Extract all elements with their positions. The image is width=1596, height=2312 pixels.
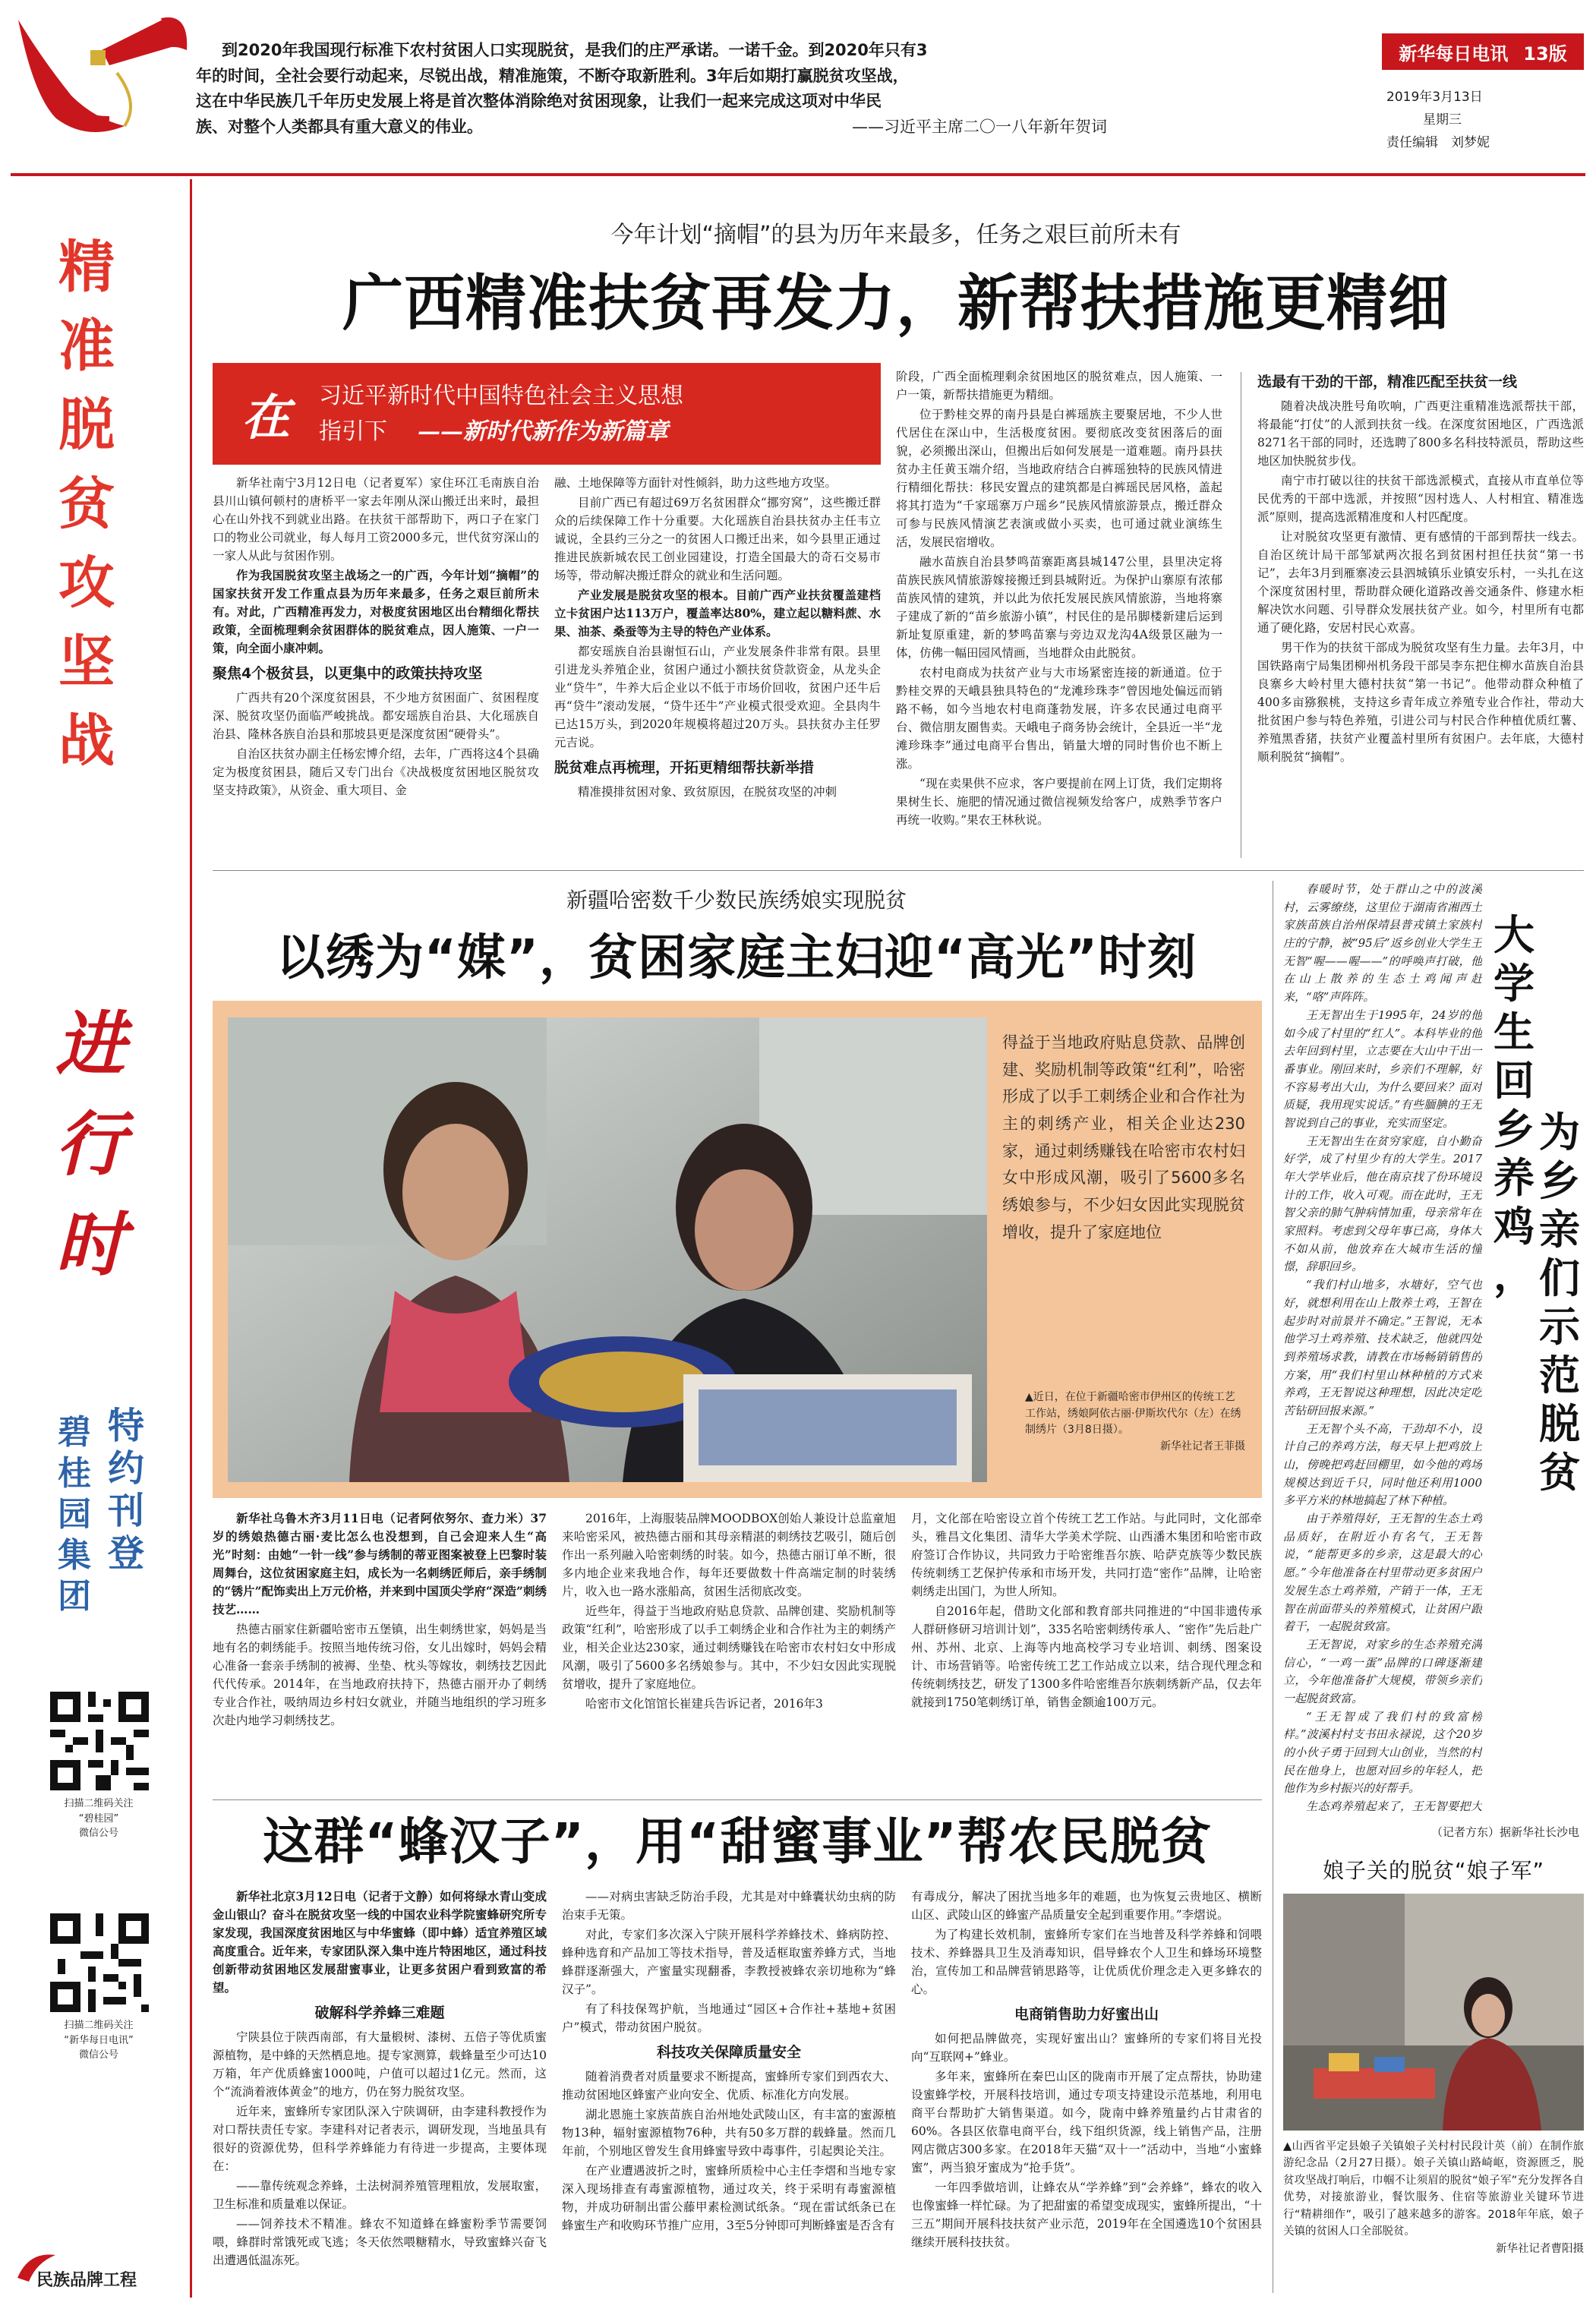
- paragraph: 自2016年起，借助文化部和教育部共同推进的“中国非遗传承人群研修研习培训计划”，335名哈密刺绣传承人、“密作”先后赴广州、苏州、北京、上海等内地高校学习专业培训、刺绣、图案设计、市场营销等。哈密传统工艺工作站成立以来，结合现代理念和传统刺绣技艺，研发了1300多件哈密维吾尔族刺绣新产品，仅去年就接到1750笔刺绣订单，销售金额逾100万元。: [911, 1604, 1262, 1710]
- sponsor-char: 团: [58, 1577, 91, 1616]
- subheading: 聚焦4个极贫县，以更集中的政策扶持攻坚: [213, 665, 483, 683]
- page-meta: [1386, 87, 1584, 154]
- paper-name-box: [1382, 33, 1584, 70]
- qr-code-xinhua: [50, 1913, 149, 2012]
- paragraph: 产业发展是脱贫攻坚的根本。目前广西产业扶贫覆盖建档立卡贫困户达113万户，覆盖率达80%，建立起以糖料蔗、水果、油茶、桑蚕等为主导的特色产业体系。: [554, 588, 881, 639]
- issue-weekday: 星期三: [1423, 112, 1462, 128]
- subheading: 选最有干劲的干部，精准匹配至扶贫一线: [1257, 374, 1518, 390]
- paragraph: 湖北恩施土家族苗族自治州地处武陵山区，有丰富的蜜源植物13种，辐射蜜源植物76种，共有50多万群的载蜂量。然而几年前，个别地区曾发生食用蜂蜜导致中毒事件，引起舆论关注。: [562, 2107, 896, 2158]
- article3-column-2: [562, 1888, 896, 2298]
- paragraph: 多年来，蜜蜂所在秦巴山区的陇南市开展了定点帮扶，协助建设蜜蜂学校，开展科技培训，通过专项支持建设示范基地，利用电商平台帮助扩大销售渠道。如今，陇南中蜂养殖量约占甘肃省的60%。各县区依靠电商平台，线下组织货源，线上销售产品，注册网店微店300多家。在2018年天猫“双十一”活动中，当地“小蜜蜂蜜”，两当狼牙蜜成为“抢手货”。: [911, 2069, 1262, 2175]
- paragraph: 目前广西已有超过69万名贫困群众“挪穷窝”，这些搬迁群众的后续保障工作十分重要。大化瑶族自治县扶贫办主任韦立诚说，全县约三分之一的贫困人口搬迁出来，如今县里正通过推进民族新城农民工创业园建设，打造全国最大的奇石交易市场等，带动解决搬迁群众的就业和生活问题。: [554, 496, 881, 583]
- title-char: 鸡: [1493, 1203, 1534, 1251]
- quote-line-1: 到2020年我国现行标准下农村贫困人口实现脱贫，是我们的庄严承诺。一诺千金。到2020年只有3: [222, 41, 928, 59]
- qr-label-line: 扫描二维码关注: [64, 1798, 134, 1809]
- paragraph: “我们村山地多，水塘好，空气也好，就想利用在山上散养土鸡，王智在起步时对前景并不确定。”王智说，无本他学习土鸡养殖、技术缺乏，他就四处到养殖场求教，请教在市场畅销销售的方案，用“我们村里山林种植的方式来养鸡，王无智说这种理想，因此决定吃苦钻研回报来源。”: [1283, 1278, 1482, 1418]
- qr-label-line: 扫描二维码关注: [64, 2020, 134, 2031]
- sidebar-rule: [190, 179, 192, 2298]
- title-char: 学: [1493, 960, 1534, 1008]
- title-char: 大: [1493, 911, 1534, 959]
- title-char: 们: [1539, 1254, 1580, 1302]
- article2-column-1: [213, 1509, 547, 1792]
- sponsor-char: 碧: [58, 1413, 91, 1452]
- paragraph: 位于黔桂交界的南丹县是白裤瑶族主要聚居地，不少人世代居住在深山中，生活极度贫困。要彻底改变贫困落后的面貌，必须搬出深山，但搬出后如何发展是一道难题。南丹县扶贫办主任黄玉端介绍，当地政府结合白裤瑶独特的民族风情进行精细化帮扶：移民安置点的建筑都是白裤瑶民居风格，盖起将其打造为“千家瑶寨万户瑶乡”民族风情旅游景点，搬迁群众可参与民族风情演艺表演或做小买卖，也可通过就业演练生活，发展民宿增收。: [896, 408, 1222, 550]
- paragraph: 随着消费者对质量要求不断提高，蜜蜂所专家们到西农大、推动贫困地区蜂蜜产业向安全、优质、标准化方向发展。: [562, 2069, 896, 2102]
- jinxing-vertical-title: [33, 995, 147, 1295]
- quote-line-2: 年的时间，全社会要行动起来，尽锐出战，精准施策，不断夺取新胜利。3年后如期打赢脱贫攻坚战，: [196, 66, 909, 85]
- trumpet-logo: [11, 5, 193, 156]
- qr-label-line: “碧桂园”: [78, 1812, 119, 1825]
- qr-label-line: 微信公号: [78, 2049, 118, 2061]
- sponsor-block: [53, 1405, 175, 1655]
- paragraph: 王无智说，对家乡的生态养殖充满信心，“一鸡一蛋”品牌的口碑逐渐建立，今年他准备扩大规模，带领乡亲们一起脱贫致富。: [1283, 1637, 1482, 1705]
- paragraph: 新华社北京3月12日电（记者于文静）如何将绿水青山变成金山银山？奋斗在脱贫攻坚一线的中国农业科学院蜜蜂研究所专家发现，我国深度贫困地区与中华蜜蜂（即中蜂）适宜养殖区域高度重合。近年来，专家团队深入集中连片特困地区，通过科技创新带动贫困地区发展甜蜜事业，让更多贫困户看到致富的希望。: [213, 1889, 547, 1995]
- sponsor-char: 约: [107, 1447, 144, 1490]
- jinxing-char: 时: [55, 1204, 125, 1285]
- paragraph: ——靠传统观念养蜂，土法树洞养殖管理粗放，发展取蜜，卫生标准和质量难以保证。: [213, 2178, 547, 2211]
- qr-label-line: “新华每日电讯”: [64, 2034, 134, 2046]
- topic-vertical-title: [33, 228, 140, 781]
- jinxing-char: 行: [55, 1104, 125, 1185]
- topic-char: 攻: [58, 550, 115, 616]
- editor-credit: 责任编辑 刘梦妮: [1386, 134, 1490, 150]
- paragraph: 近些年，得益于当地政府贴息贷款、品牌创建、奖励机制等政策“红利”，哈密形成了以手工刺绣企业和合作社为主的刺绣产业，相关企业达230家，通过刺绣赚钱在哈密市农村妇女中形成风潮，吸引了5600多名绣娘参与。其中，不少妇女因此实现脱贫增收，提升了家庭地位。: [562, 1604, 896, 1692]
- paragraph: 2016年，上海服装品牌MOODBOX创始人兼设计总监童旭来哈密采风，被热德古丽和其母亲精湛的刺绣技艺吸引，随后创作出一系列融入哈密刺绣的时装。如今，热德古丽订单不断，很多内地企业来我地合作，每年还要做数十件高端定制的时装绣片，收入也一路水涨船高，贫困生活彻底改变。: [562, 1512, 896, 1599]
- paragraph: 热德古丽家住新疆哈密市五堡镇，出生刺绣世家，妈妈是当地有名的刺绣能手。按照当地传统习俗，女儿出嫁时，妈妈会精心准备一套亲手绣制的被褥、坐垫、枕头等嫁妆，刺绣技艺因此代代传承。2014年，在当地政府扶持下，热德古丽开办了刺绣专业合作社，吸纳周边乡村妇女就业，并随当地组织的学习班多次赴内地学习刺绣技艺。: [213, 1623, 547, 1728]
- sponsor-char: 特: [107, 1405, 144, 1447]
- topic-char: 准: [58, 314, 115, 379]
- jinxing-char: 进: [55, 1004, 125, 1085]
- qr-code-biguiyuan: [50, 1692, 149, 1790]
- photo-caption-text: ▲近日，在位于新疆哈密市伊州区的传统工艺工作站，绣娘阿依古丽·伊斯坎代尔（左）在绣制绣片（3月8日摄）。: [1025, 1391, 1241, 1437]
- title-char: 回: [1493, 1057, 1534, 1105]
- paragraph: 男干作为的扶贫干部成为脱贫攻坚有生力量。去年3月，中国铁路南宁局集团柳州机务段干部吴李东把住柳水苗族自治县良寨乡大岭村里大德村扶贫“第一书记”。他带动群众种植了400多亩猕猴桃，支持这乡青年成立养殖专业合作社，带动大批贫困户参与特色养殖，引进公司与村民合作种植优质红薯、养殖黑香猪，扶贫产业覆盖村里所有贫困户。去年底，大德村顺利脱贫“摘帽”。: [1257, 640, 1584, 764]
- article1-headline: 广西精准扶贫再发力，新帮扶措施更精细: [342, 268, 1449, 339]
- paragraph: 有毒成分，解决了困扰当地多年的难题，也为恢复云贵地区、横断山区、武陵山区的蜂蜜产品质量安全起到重要作用。”李熠说。: [911, 1890, 1262, 1922]
- paragraph: 农村电商成为扶贫产业与大市场紧密连接的新通道。位于黔桂交界的天峨县独具特色的“龙滩珍珠李”曾因地处偏远而销路不畅，如今当地农村电商蓬勃发展，许多农民通过电商平台、微信朋友圈售卖。天峨电子商务协会统计，全县近一半“龙滩珍珠李”通过电商平台售出，销量大增的同时售价也不断上涨。: [896, 666, 1222, 771]
- paragraph: 随着决战决胜号角吹响，广西更注重精准选派帮扶干部，将最能“打仗”的人派到扶贫一线。在深度贫困地区，广西选派8271名干部的同时，还选聘了800多名科技特派员，帮助这些地区加快脱贫步伐。: [1257, 399, 1584, 468]
- photo-caption-text: ▲山西省平定县娘子关镇娘子关村村民段计英（前）在制作旅游纪念品（2月27日摄）。娘子关镇山路崎岖，资源匮乏，脱贫攻坚战打响后，巾帼不让须眉的脱贫“娘子军”充分发挥各自优势，对接旅游业，餐饮服务、住宿等旅游业关键环节进行“精耕细作”，吸引了越来越多的游客。2018年年底，娘子关镇的贫困人口全部脱贫。: [1283, 2140, 1584, 2238]
- paragraph: 王无智出生于1995年，24岁的他如今成了村里的“红人”。本科毕业的他去年回到村里，立志要在大山中干出一番事业。刚回来时，乡亲们不理解，好不容易考出大山，为什么要回来？面对质疑，我用现实说话。”有些腼腆的王无智说到自己的事业，充实而坚定。: [1283, 1008, 1482, 1130]
- paragraph: 南宁市打破以往的扶贫干部选派模式，直接从市直单位等民优秀的干部中选派，并按照“因村选人、人村相宜、精准选派”原则，提高选派精准度和人村匹配度。: [1257, 473, 1584, 524]
- article2-column-3: [911, 1509, 1262, 1792]
- brand-logo-text: 民族品牌工程: [36, 2271, 137, 2290]
- niangziguan-photo: [1283, 1894, 1584, 2131]
- photo-credit: 新华社记者王菲摄: [1160, 1440, 1245, 1453]
- section-rule: [213, 1799, 1262, 1800]
- brand-logo: [14, 2247, 166, 2293]
- paragraph: 春暖时节，处于群山之中的波溪村，云雾缭绕，这里位于湖南省湘西土家族苗族自治州保靖县普戎镇土家族村庄的宁静，被“95后”返乡创业大学生王无智“喔——喔——”的呼唤声打破，他在山上散养的生态土鸡闻声赶来，“咯”声阵阵。: [1283, 882, 1482, 1005]
- banner-slogan: ——新时代新作为新篇章: [418, 418, 668, 445]
- section-rule: [213, 870, 1584, 871]
- quote-source: ——习近平主席二〇一八年新年贺词: [852, 117, 1107, 136]
- paragraph: 融水苗族自治县梦鸣苗寨距离县城147公里，县里决定将苗族民族风情旅游嫁接搬迁到县城附近。为保护山寨原有浓郁苗族风情的建筑，并以此为依托发展民族风情旅游，当地将寨子建成了新的“苗乡旅游小镇”，村民住的是吊脚楼新建后运到新址复原重建，新的梦鸣苗寨与旁边双龙沟4A级景区融为一体，仿佛一幅田园风情画，当地群众由此脱贫。: [896, 555, 1222, 661]
- paragraph: 生态鸡养殖起来了，王无智要把大: [1306, 1799, 1482, 1814]
- article2-kicker: 新疆哈密数千少数民族绣娘实现脱贫: [566, 888, 907, 913]
- title-char: 生: [1493, 1008, 1534, 1056]
- topic-char: 精: [58, 235, 115, 300]
- sponsor-char: 集: [58, 1536, 91, 1575]
- paragraph: 近年来，蜜蜂所专家团队深入宁陕调研，由李建科教授作为对口帮扶责任专家。李建科对记者表示，调研发现，当地虽具有很好的资源优势，但科学养蜂能力有待进一步提高，主要体现在：: [213, 2104, 547, 2173]
- banner-line-1: 习近平新时代中国特色社会主义思想: [319, 382, 683, 409]
- title-char: 乡: [1539, 1157, 1580, 1205]
- paragraph: 新华社南宁3月12日电（记者夏军）家住环江毛南族自治县川山镇何顿村的唐桥平一家去年刚从深山搬迁出来时，最担心在山外找不到就业出路。在扶贫干部帮助下，两口子在家门口的物业公司就业，每人每月工资2000多元，世代贫穷深山的一家人从此与贫困作别。: [213, 476, 539, 563]
- article5-caption: [1283, 2138, 1584, 2257]
- qr-label-biguiyuan: [30, 1796, 167, 1841]
- paragraph: 为了构建长效机制，蜜蜂所专家们在当地普及科学养蜂和饲喂技术、养蜂器具卫生及消毒知识，倡导蜂农个人卫生和蜂场环境整治，宣传加工和品牌营销思路等，让优质优价理念走入更多蜂农的心。: [911, 1928, 1262, 1997]
- paragraph: 对此，专家们多次深入宁陕开展科学养蜂技术、蜂病防控、蜂种选育和产品加工等技术指导，普及适框取蜜养蜂方式，当地蜂群逐渐强大，产蜜量实现翻番，李教授被蜂农亲切地称为“蜂汉子”。: [562, 1928, 896, 1997]
- paragraph: 王无智出生在贫穷家庭，自小勤奋好学，成了村里少有的大学生。2017年大学毕业后，他在南京找了份环境设计的工作，收入可观。而在此时，王无智父亲的肺气肿病情加重，母亲常年在家照料。考虑到父母年事已高，身体大不如从前，他放弃在大城市生活的憧憬，辞职回乡。: [1283, 1134, 1482, 1274]
- quote-line-3: 这在中华民族几千年历史发展上将是首次整体消除绝对贫困现象，让我们一起来完成这项对中华民: [196, 92, 882, 111]
- issue-date: 2019年3月13日: [1386, 90, 1483, 105]
- paragraph: 月，文化部在哈密设立首个传统工艺工作站。与此同时，文化部牵头，雅昌文化集团、清华大学美术学院、山西潘木集团和哈密市政府签订合作协议，共同致力于哈密维吾尔族、哈萨克族等少数民族传统刺绣工艺保护传承和市场开发，共同打造“密作”品牌，让哈密刺绣走出国门，为世人所知。: [911, 1512, 1262, 1599]
- paper-name: 新华每日电讯: [1399, 43, 1509, 65]
- title-char: 示: [1539, 1303, 1580, 1351]
- banner-line-2: 指引下: [319, 418, 387, 445]
- paragraph: “现在卖果供不应求，客户要提前在网上订货，我们定期将果树生长、施肥的情况通过微信视频发给客户，成熟季节客户再统一收购。”果农王林秋说。: [896, 777, 1222, 828]
- paragraph: 宁陕县位于陕西南部，有大量椴树、漆树、五倍子等优质蜜源植物，是中蜂的天然栖息地。提专家测算，载蜂量至少可达10万箱，年产优质蜂蜜1000吨，户值可以超过1亿元。然而，这个“流淌着液体黄金”的地方，仍在努力脱贫攻坚。: [213, 2030, 547, 2099]
- article1-column-1: [213, 474, 539, 861]
- photo-credit: 新华社记者曹阳摄: [1496, 2242, 1584, 2255]
- article1-kicker: 今年计划“摘帽”的县为历年来最多，任务之艰巨前所未有: [610, 222, 1181, 248]
- topic-char: 战: [58, 708, 115, 774]
- article4-body: [1283, 881, 1482, 1816]
- article3-column-1: [213, 1888, 547, 2298]
- paragraph: 哈密市文化馆馆长崔建兵告诉记者，2016年3: [585, 1697, 823, 1711]
- page-number: 13版: [1523, 43, 1567, 65]
- article1-column-2: [554, 474, 881, 861]
- paragraph: 精准摸排贫困对象、致贫原因，在脱贫攻坚的冲刺: [578, 784, 837, 799]
- topic-char: 坚: [58, 629, 115, 695]
- banner-zai-char: 在: [241, 390, 290, 446]
- title-char: 养: [1493, 1154, 1534, 1202]
- masthead-rule: [11, 173, 1585, 176]
- paragraph: 自治区扶贫办副主任杨宏博介绍，去年，广西将这4个县确定为极度贫困县，随后又专门出台《决战极度贫困地区脱贫攻坚支持政策》，从资金、重大项目、金: [213, 746, 539, 797]
- paragraph: ——饲养技术不精准。蜂农不知道蜂在蜂蜜粉季节需要饲喂，蜂群时常饿死或飞逃；冬天依然喂糖精水，导致蜜蜂兴奋飞出遭遇低温冻死。: [213, 2216, 547, 2267]
- subheading: 脱贫难点再梳理，开拓更精细帮扶新举措: [554, 759, 815, 777]
- title-char: 为: [1539, 1109, 1580, 1156]
- article3-column-3: [911, 1888, 1262, 2298]
- paragraph: 广西共有20个深度贫困县，不少地方贫困面广、贫困程度深、脱贫攻坚仍面临严峻挑战。都安瑶族自治县、大化瑶族自治县、隆林各族自治县和那坡县更是深度贫困“硬骨头”。: [213, 690, 539, 741]
- sponsor-char: 刊: [107, 1490, 144, 1532]
- article1-column-4: [1257, 372, 1584, 866]
- article4-credit: （记者方东）据新华社长沙电: [1430, 1825, 1579, 1839]
- sponsor-char: 登: [107, 1532, 144, 1575]
- subheading: 科技攻关保障质量安全: [656, 2044, 801, 2061]
- paragraph: “王无智成了我们村的致富榜样。”波溪村村支书田永禄说，这个20岁的小伙子勇于回到大山创业，当然的村民在他身上，也愿对回乡的年轻人，把他作为乡村振兴的好帮手。: [1283, 1709, 1482, 1796]
- title-char: 贫: [1539, 1449, 1580, 1497]
- embroidery-photo: [228, 1017, 987, 1482]
- paragraph: 如何把品牌做亮，实现好蜜出山？蜜蜂所的专家们将目光投向“互联网+”蜂业。: [911, 2031, 1262, 2064]
- article2-headline: 以绣为“媒”，贫困家庭主妇迎“高光”时刻: [276, 930, 1197, 986]
- title-char: 脱: [1539, 1400, 1580, 1448]
- article1-column-3: [896, 367, 1222, 861]
- subheading: 破解科学养蜂三难题: [314, 2004, 445, 2022]
- paragraph: 一年四季做培训，让蜂农从“学养蜂”到“会养蜂”，蜂农的收入也像蜜蜂一样忙碌。为了把甜蜜的希望变成现实，蜜蜂所提出，“十三五”期间开展科技扶贫产业示范，2019年在全国遴选10个贫困县继续开展科技扶贫。: [911, 2180, 1262, 2249]
- photo-caption: [1025, 1389, 1245, 1456]
- masthead-quote: [196, 38, 1350, 140]
- title-char: 亲: [1539, 1206, 1580, 1254]
- article4-headline: [1491, 911, 1582, 1822]
- paragraph: 王无智个头不高，干劲却不小，设计自己的养鸡方法，每天早上把鸡放上山，傍晚把鸡赶回棚里，如今他的鸡场规模达到近千只，同时他还利用1000多平方米的林地搞起了林下种植。: [1283, 1421, 1482, 1508]
- qr-label-line: 微信公号: [78, 1828, 118, 1839]
- qr-label-xinhua: [30, 2018, 167, 2063]
- article2-column-2: [562, 1509, 896, 1792]
- series-banner: [213, 363, 881, 465]
- paragraph: 让对脱贫攻坚更有激情、更有感情的干部到帮扶一线去。自治区统计局干部邹斌两次报名到贫困村担任扶贫“第一书记”，去年3月到雁寨凌云县泗城镇乐业镇安乐村，一头扎在这个深度贫困村里，帮助群众硬化道路改善交通条件、修建水柜解决饮水问题、引导群众发展扶贫产业。如今，村里所有屯都通了硬化路，安居村民心欢喜。: [1257, 529, 1584, 635]
- paragraph: 新华社乌鲁木齐3月11日电（记者阿依努尔、查力米）37岁的绣娘热德古丽·麦比怎么也没想到，自己会迎来人生“高光”时刻：由她“一针一线”参与绣制的蒂亚图案被登上巴黎时装周舞台，这位贫困家庭主妇，成长为一名刺绣匠师后，亲手绣制的“锈片”配饰卖出上万元价格，并来到中国顶尖学府“深造”刺绣技艺……: [213, 1511, 547, 1617]
- subheading: 电商销售助力好蜜出山: [1014, 2006, 1159, 2023]
- title-char: 范: [1539, 1352, 1580, 1399]
- title-char: ，: [1493, 1251, 1534, 1299]
- topic-char: 脱: [58, 393, 115, 458]
- paragraph: 融、土地保障等方面针对性倾斜，助力这些地方攻坚。: [554, 476, 837, 490]
- paragraph: 作为我国脱贫攻坚主战场之一的广西，今年计划“摘帽”的国家扶贫开发工作重点县为历年来最多，任务之艰巨前所未有。对此，广西精准再发力，对极度贫困地区出台精细化帮扶政策，全面梳理剩余贫困群体的脱贫难点，因人施策、一户一策，向全面小康冲刺。: [213, 568, 539, 656]
- quote-line-4: 族、对整个人类都具有重大意义的伟业。: [196, 117, 483, 136]
- topic-char: 贫: [58, 472, 115, 537]
- photo-lead-text: 得益于当地政府贴息贷款、品牌创建、奖励机制等政策“红利”，哈密形成了以手工刺绣企业和合作社为主的刺绣产业，相关企业达230家，通过刺绣赚钱在哈密市农村妇女中形成风潮，吸引了5600多名绣娘参与，不少妇女因此实现脱贫增收，提升了家庭地位: [1002, 1033, 1245, 1241]
- paragraph: 有了科技保驾护航，当地通过“园区+合作社+基地+贫困户”模式，带动贫困户脱贫。: [562, 2002, 896, 2035]
- paragraph: 在产业遭遇波折之时，蜜蜂所质检中心主任李熠和当地专家深入现场排查有毒蜜源植物，通过攻关，终于采明有毒蜜源植物，并成功研制出雷公藤甲素检测试纸条。“现在雷试纸条已在蜂蜜生产和收购环节推广应用，3至5分钟即可判断蜂蜜是否含有: [562, 2163, 896, 2232]
- title-char: 乡: [1493, 1106, 1534, 1153]
- paragraph: ——对病虫害缺乏防治手段，尤其是对中蜂囊状幼虫病的防治束手无策。: [562, 1890, 896, 1922]
- article5-headline: 娘子关的脱贫“娘子军”: [1322, 1858, 1544, 1883]
- sponsor-char: 园: [58, 1495, 91, 1534]
- article3-headline: 这群“蜂汉子”，用“甜蜜事业”帮农民脱贫: [263, 1812, 1212, 1871]
- paragraph: 阶段，广西全面梳理剩余贫困地区的脱贫难点，因人施策、一户一策，新帮扶措施更为精细。: [896, 370, 1222, 402]
- paragraph: 由于养殖得好，王无智的生态土鸡品质好，在附近小有名气，王无智说，“能帮更多的乡亲，这是最大的心愿。”今年他准备在村里带动更多贫困户发展生态土鸡养殖，产销于一体，王无智在前面带头的养殖模式，让贫困户跟着干，一起脱贫致富。: [1283, 1512, 1482, 1634]
- sponsor-char: 桂: [58, 1454, 91, 1493]
- paragraph: 都安瑶族自治县谢恒石山，产业发展条件非常有限。县里引进龙头养殖企业，贫困户通过小额扶贫贷款资金，从龙头企业“贷牛”，牛养大后企业以不低于市场价回收，贫困户还牛后再“贷牛”滚动发展，“贷牛还牛”产业模式很受欢迎。全县肉牛已达15万头，到2020年规模将超过20万头。县扶贫办主任罗元吉说。: [554, 645, 881, 750]
